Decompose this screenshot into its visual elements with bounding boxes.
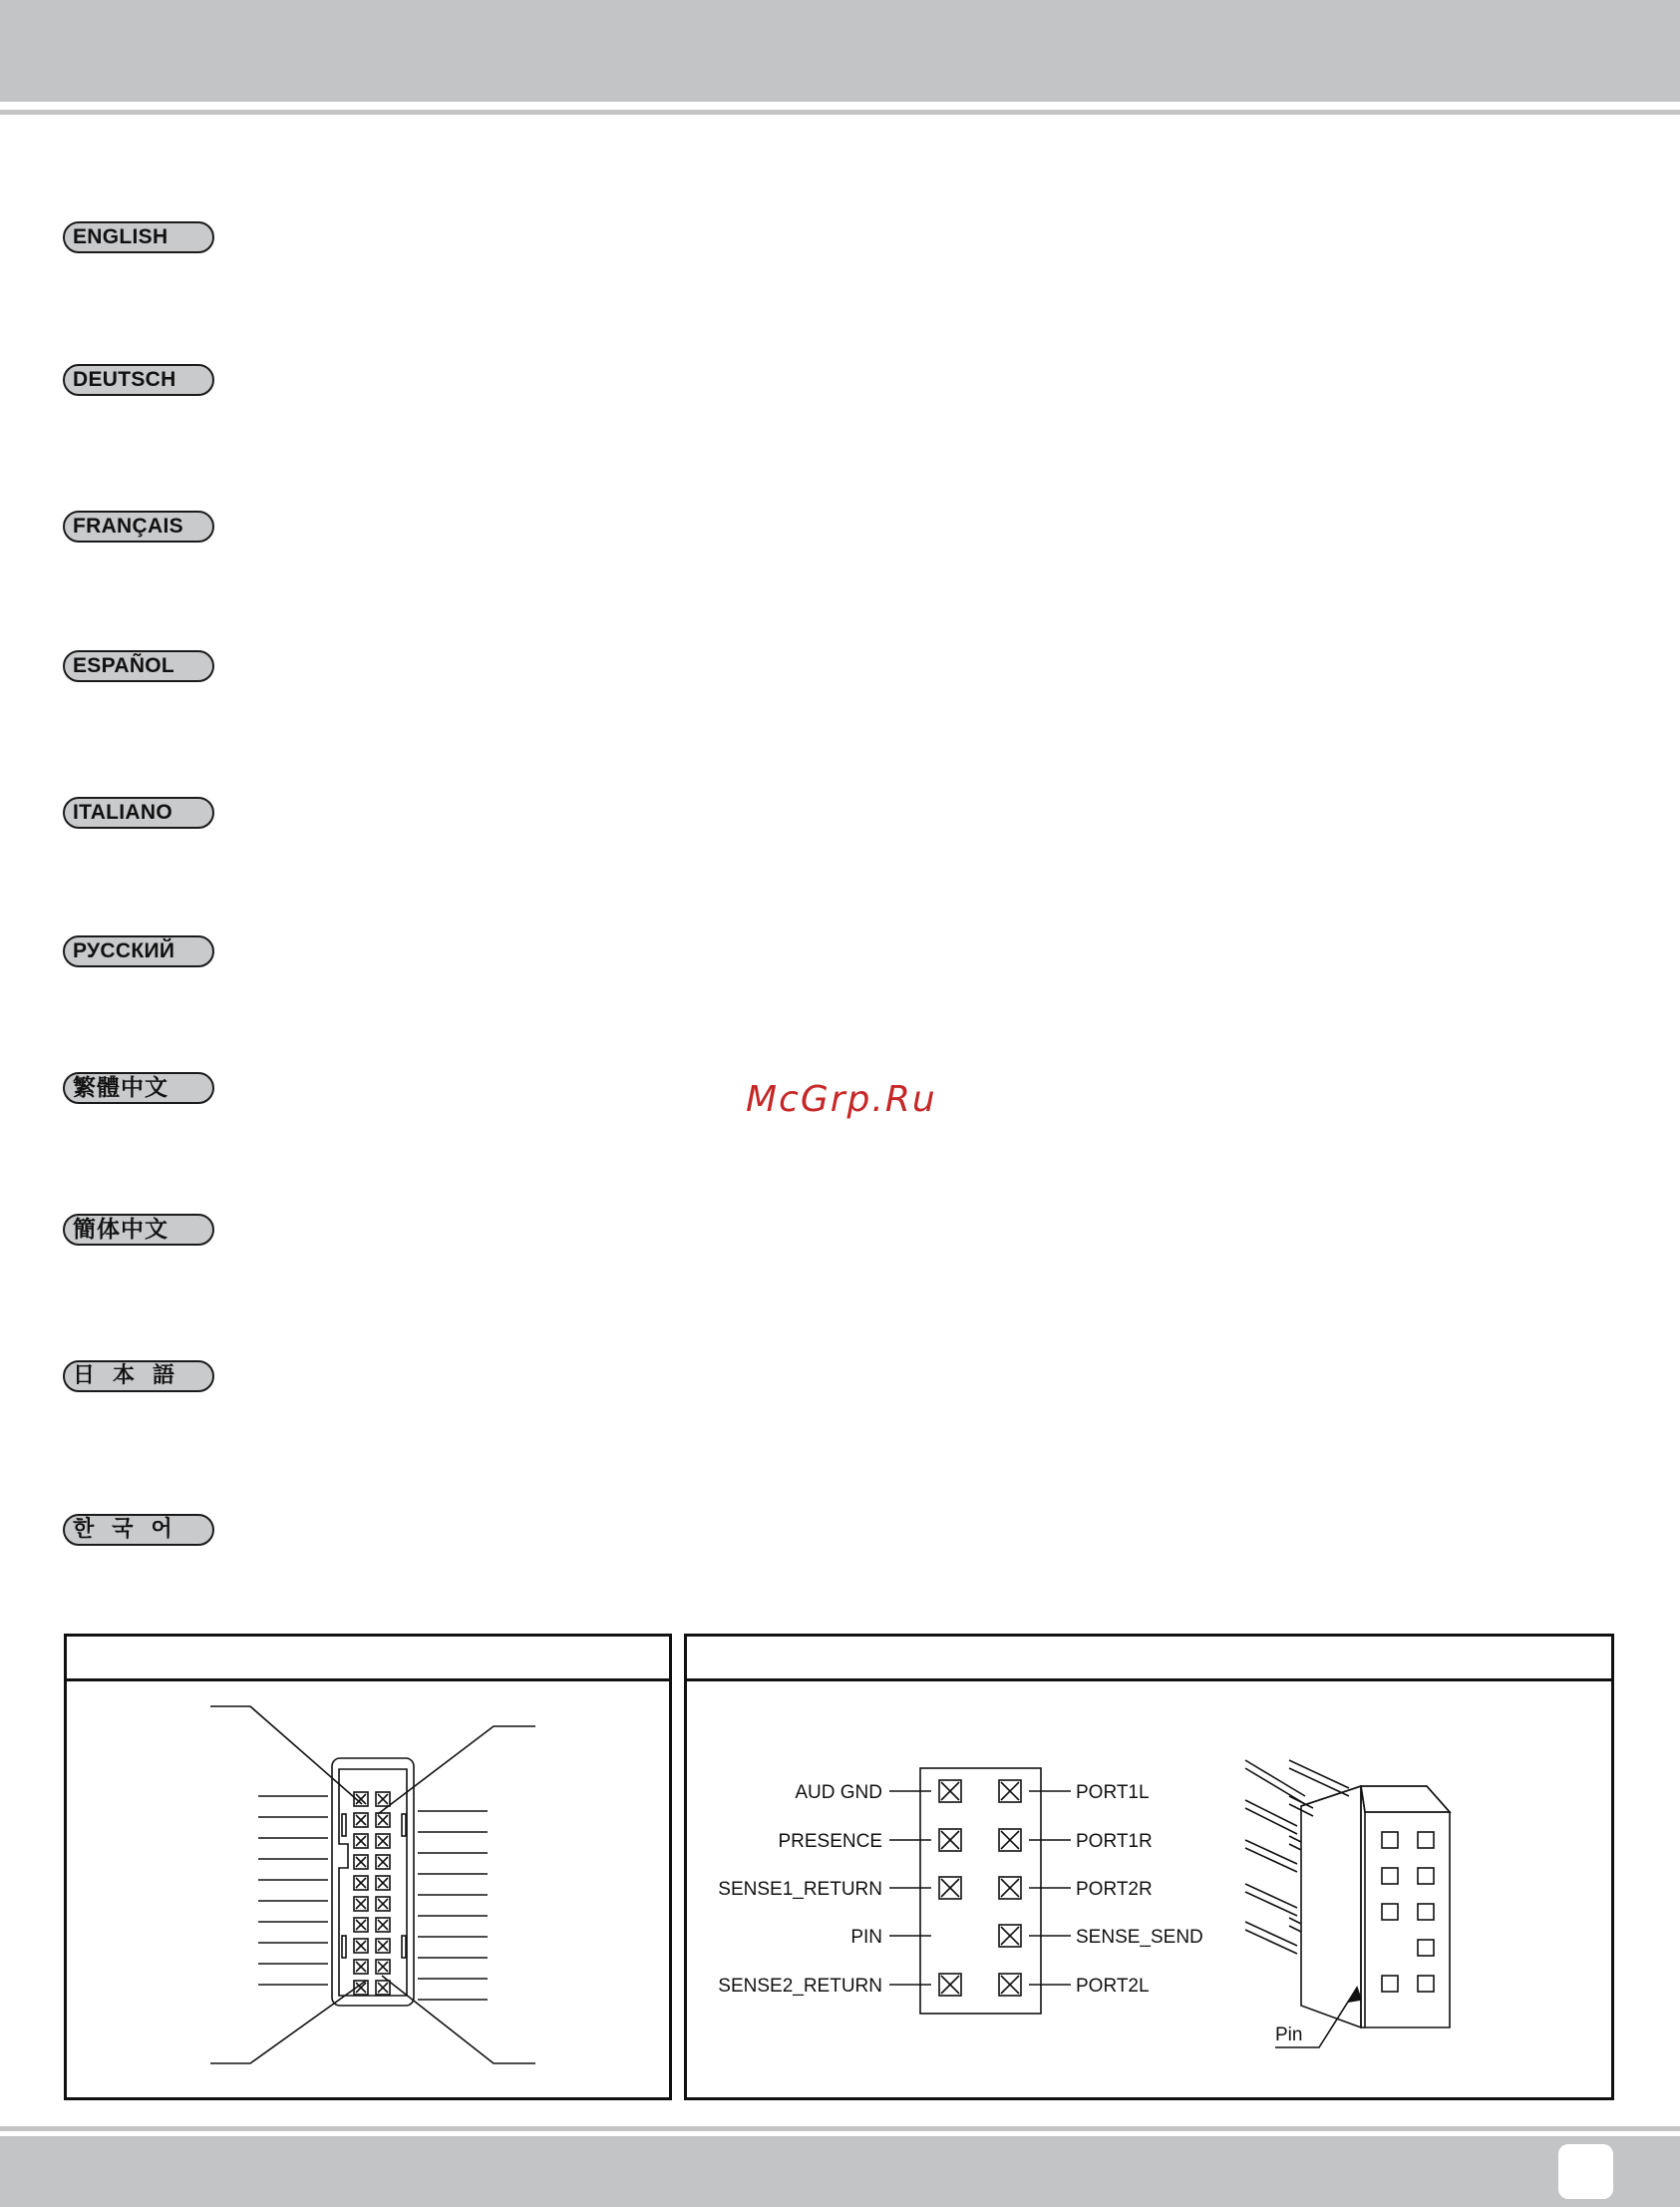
header-rule — [0, 110, 1680, 115]
lang-pill-traditional-chinese: 繁體中文 — [63, 1072, 214, 1104]
connector-panel-left — [64, 1634, 672, 2100]
lang-pill-simplified-chinese: 簡体中文 — [63, 1214, 214, 1246]
footer-rule — [0, 2126, 1680, 2131]
footer-bar — [0, 2136, 1680, 2207]
iso-pin-left-2 — [1382, 1904, 1398, 1920]
lang-pill-english: ENGLISH — [63, 221, 214, 253]
label-port1r: PORT1R — [1076, 1831, 1153, 1852]
iso-pin-right-0 — [1418, 1832, 1434, 1848]
lang-pill-francais: FRANÇAIS — [63, 511, 214, 543]
iso-pin-right-1 — [1418, 1868, 1434, 1884]
watermark: McGrp.Ru — [746, 1079, 937, 1120]
lang-pill-espanol: ESPAÑOL — [63, 650, 214, 682]
iso-pin-left-1 — [1382, 1868, 1398, 1884]
page-number-box — [1558, 2144, 1613, 2199]
label-port2l: PORT2L — [1076, 1976, 1150, 1997]
label-presence: PRESENCE — [778, 1831, 882, 1852]
iso-pin-right-2 — [1418, 1904, 1434, 1920]
label-pin: PIN — [850, 1927, 882, 1948]
iso-leg-5 — [1289, 1836, 1301, 1842]
lang-pill-deutsch: DEUTSCH — [63, 364, 214, 396]
connector-drawing-20pin — [67, 1637, 669, 2097]
label-pin-callout: Pin — [1275, 2024, 1303, 2045]
label-port1l: PORT1L — [1076, 1782, 1150, 1803]
iso-pin-right-4 — [1418, 1976, 1434, 1992]
lang-pill-korean: 한국어 — [63, 1514, 214, 1546]
label-sense2-return: SENSE2_RETURN — [718, 1976, 882, 1997]
iso-leg-1 — [1289, 1760, 1349, 1788]
label-aud-gnd: AUD GND — [795, 1782, 882, 1803]
iso-pin-left-0 — [1382, 1832, 1398, 1848]
label-sense-send: SENSE_SEND — [1076, 1927, 1203, 1948]
label-port2r: PORT2R — [1076, 1879, 1153, 1900]
lang-pill-russian: РУССКИЙ — [63, 935, 214, 967]
label-sense1-return: SENSE1_RETURN — [718, 1879, 882, 1900]
iso-leg-0 — [1245, 1760, 1305, 1796]
hd-audio-pinout — [687, 1637, 1611, 2097]
iso-leg-7 — [1289, 1918, 1301, 1924]
iso-pin-left-4 — [1382, 1976, 1398, 1992]
iso-pin-right-3 — [1418, 1940, 1434, 1956]
lang-pill-italiano: ITALIANO — [63, 797, 214, 829]
connector-panel-right — [684, 1634, 1614, 2100]
lang-pill-japanese: 日本語 — [63, 1360, 214, 1392]
header-bar — [0, 0, 1680, 102]
